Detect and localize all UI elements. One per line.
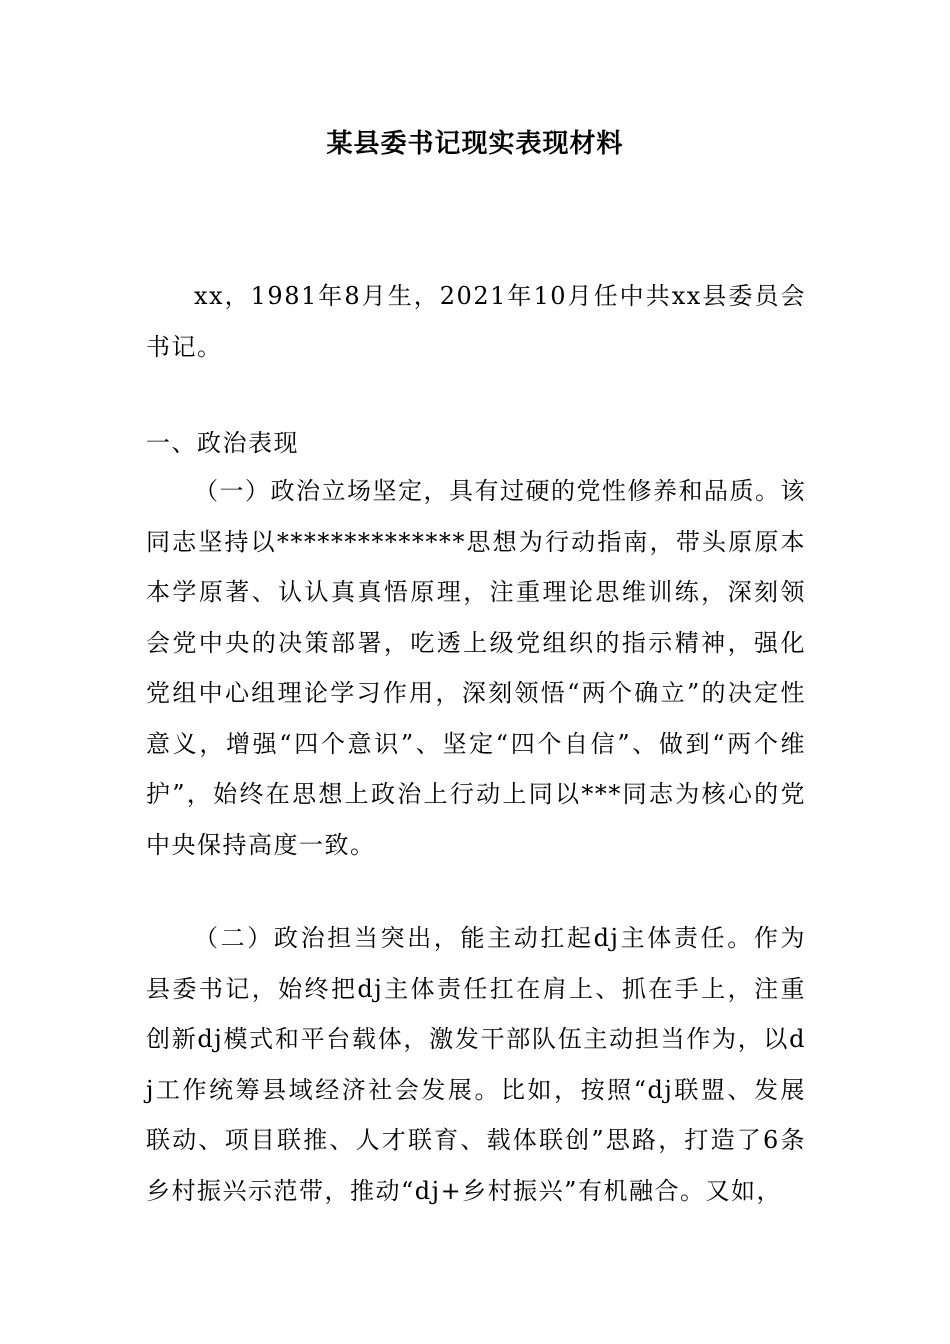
- document-title: 某县委书记现实表现材料: [326, 129, 624, 159]
- intro-paragraph: xx，1981年8月生，2021年10月任中共xx县委员会书记。: [146, 282, 806, 361]
- section-heading: 一、政治表现: [146, 429, 299, 457]
- body-paragraph: （一）政治立场坚定，具有过硬的党性修养和品质。该同志坚持以**************思想为行动指南，带头原原本本学原著、认认真真悟原理，注重理论思维训练，深刻领会党中央的决策部署，吃透上级党组织的指示精神，强化党组中心组理论学习作用，深刻领悟“两个确立”的决定性意义，增强“四个意识”、坚定“四个自信”、做到“两个维护”，始终在思想上政治上行动上同以***同志为核心的党中央保持高度一致。: [146, 477, 806, 859]
- body-paragraph: （二）政治担当突出，能主动扛起dj主体责任。作为县委书记，始终把dj主体责任扛在肩上、抓在手上，注重创新dj模式和平台载体，激发干部队伍主动担当作为，以dj工作统筹县域经济社会发展。比如，按照“dj联盟、发展联动、项目联推、人才联育、载体联创”思路，打造了6条乡村振兴示范带，推动“dj+乡村振兴”有机融合。又如，: [146, 924, 806, 1205]
